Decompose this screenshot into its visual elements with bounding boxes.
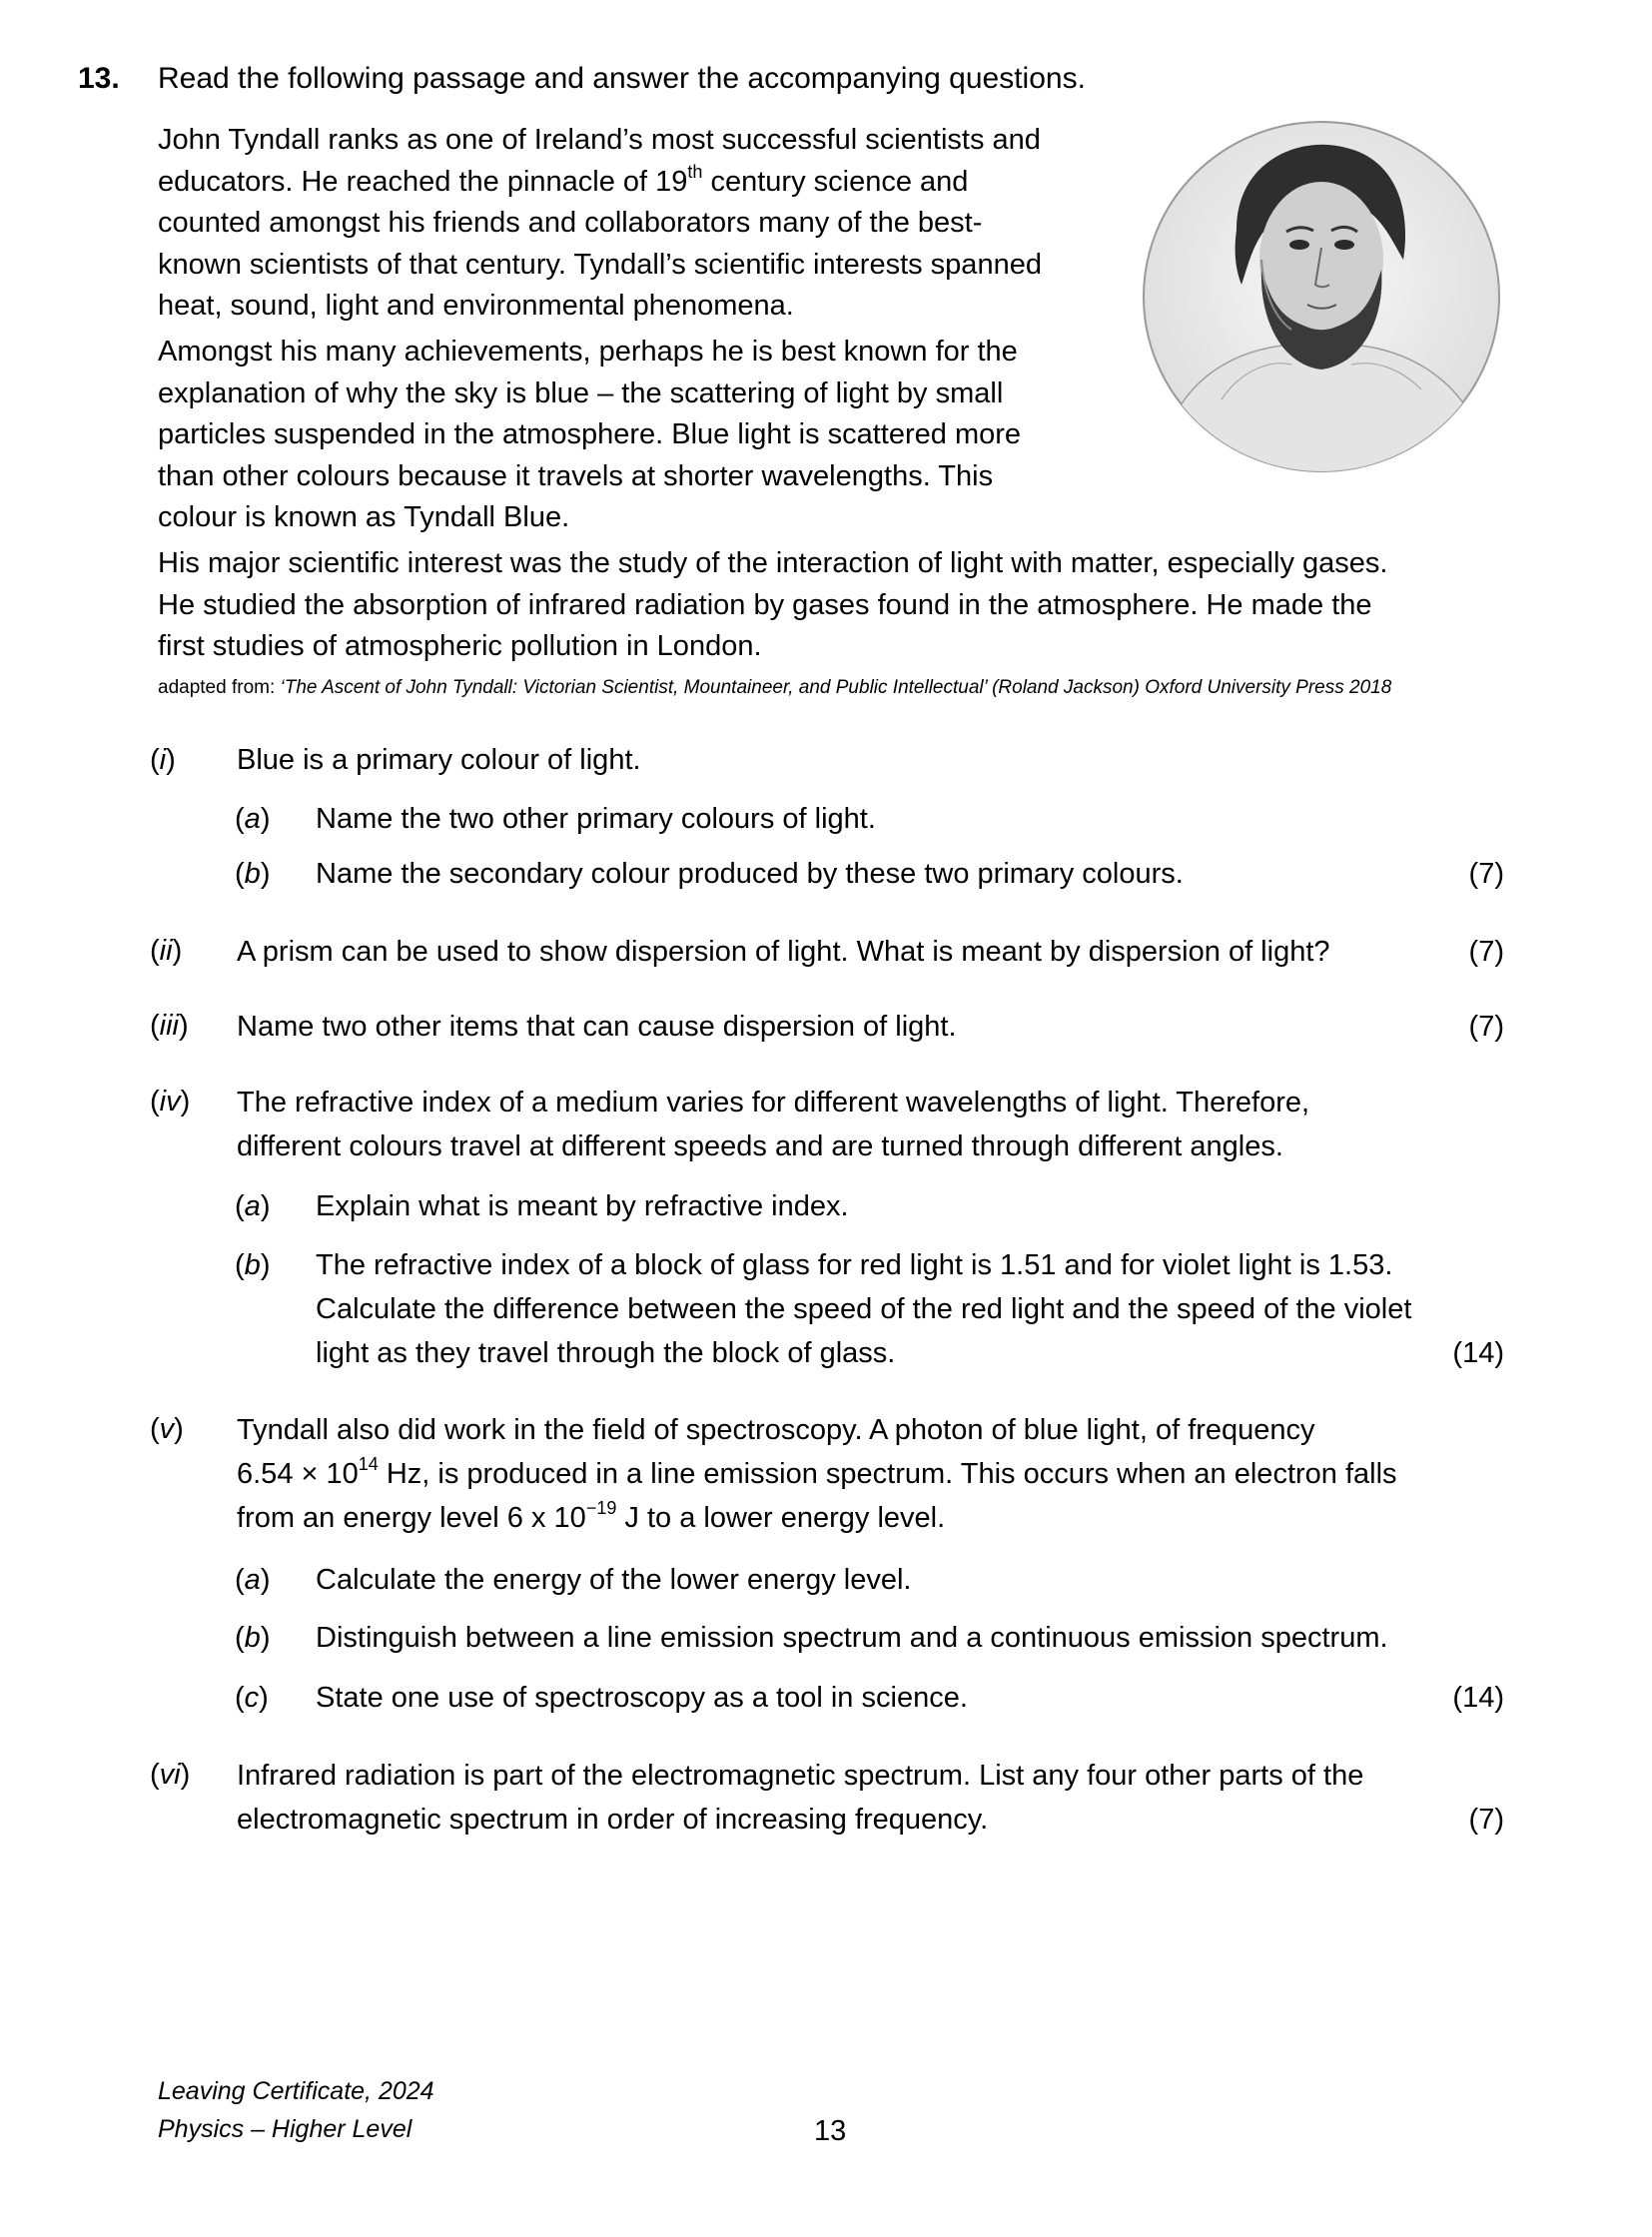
- part-v-a-text: Calculate the energy of the lower energy level.: [316, 1564, 912, 1596]
- part-ii-text: A prism can be used to show dispersion of light. What is meant by dispersion of light?: [237, 936, 1330, 968]
- marks-v: (14): [1452, 1682, 1504, 1714]
- passage-line: His major scientific interest was the study of the interaction of light with matter, especially gases.: [158, 547, 1388, 579]
- part-v-c-text: State one use of spectroscopy as a tool in science.: [316, 1682, 968, 1714]
- sub-label-b: (b): [235, 858, 271, 890]
- sub-label-a: (a): [235, 1564, 271, 1596]
- part-i-b-text: Name the secondary colour produced by these two primary colours.: [316, 858, 1184, 890]
- sub-label-b: (b): [235, 1622, 271, 1654]
- passage-line: John Tyndall ranks as one of Ireland’s most successful scientists and: [158, 124, 1041, 156]
- passage-line: heat, sound, light and environmental phenomena.: [158, 290, 794, 322]
- sub-label-a: (a): [235, 803, 271, 835]
- part-v-text: Tyndall also did work in the field of spectroscopy. A photon of blue light, of frequency $6.54 \times 10^{14}$ Hz, is produced in a line emission spectrum. This occurs when an electron falls from an energy level 6 x $10^{-19}$ J to a lower energy level.: [237, 1414, 1397, 1534]
- passage-line: He studied the absorption of infrared radiation by gases found in the atmosphere. He made the: [158, 588, 1372, 621]
- passage-line: explanation of why the sky is blue – the scattering of light by small: [158, 376, 1004, 409]
- part-label-iv: (iv): [150, 1086, 191, 1118]
- passage-line: Amongst his many achievements, perhaps he is best known for the: [158, 336, 1018, 368]
- part-v-b-text: Distinguish between a line emission spectrum and a continuous emission spectrum.: [316, 1622, 1388, 1654]
- passage-line: than other colours because it travels at shorter wavelengths. This: [158, 459, 994, 492]
- part-iv-b-text: The refractive index of a block of glass for red light is 1.51 and for violet light is 1.53. Calculate the difference between the speed of the red light and the speed of the violet light as they travel through the block of glass.: [316, 1249, 1412, 1369]
- marks-ii: (7): [1468, 936, 1504, 968]
- portrait-image: [1142, 120, 1501, 474]
- part-label-vi: (vi): [150, 1759, 191, 1791]
- sub-label-b: (b): [235, 1249, 271, 1281]
- passage-line: educators. He reached the pinnacle of 19th century science and: [158, 161, 969, 198]
- part-label-ii: (ii): [150, 935, 183, 967]
- marks-iii: (7): [1468, 1011, 1504, 1043]
- passage-source: adapted from: ‘The Ascent of John Tyndall: Victorian Scientist, Mountaineer, and Public Intellectual’ (Roland Jackson) Oxford University Press 2018: [158, 677, 1392, 698]
- marks-vi: (7): [1468, 1804, 1504, 1836]
- part-label-v: (v): [150, 1413, 184, 1445]
- part-iii-text: Name two other items that can cause dispersion of light.: [237, 1011, 957, 1043]
- passage-paragraph-1: [158, 120, 1122, 328]
- passage-line: particles suspended in the atmosphere. Blue light is scattered more: [158, 418, 1022, 450]
- question-number: 13.: [78, 62, 120, 95]
- part-label-iii: (iii): [150, 1010, 189, 1042]
- part-iv-a-text: Explain what is meant by refractive index.: [316, 1190, 849, 1222]
- footer-exam-name: Leaving Certificate, 2024: [158, 2077, 434, 2105]
- part-i-a-text: Name the two other primary colours of light.: [316, 803, 876, 835]
- passage-line: counted amongst his friends and collaborators many of the best-: [158, 207, 983, 239]
- question-intro: Read the following passage and answer the accompanying questions.: [158, 62, 1086, 95]
- part-label-i: (i): [150, 744, 176, 776]
- footer-subject: Physics – Higher Level: [158, 2115, 413, 2143]
- passage-paragraph-3: [158, 543, 1506, 668]
- passage-line: first studies of atmospheric pollution in London.: [158, 630, 762, 662]
- marks-iv: (14): [1452, 1337, 1504, 1369]
- part-vi-text: Infrared radiation is part of the electromagnetic spectrum. List any four other parts of the electromagnetic spectrum in order of increasing frequency.: [237, 1760, 1364, 1836]
- sub-label-c: (c): [235, 1682, 269, 1714]
- page-number: 13: [814, 2115, 847, 2147]
- sub-label-a: (a): [235, 1190, 271, 1222]
- passage-line: colour is known as Tyndall Blue.: [158, 501, 570, 533]
- part-iv-text: The refractive index of a medium varies for different wavelengths of light. Therefore, different colours travel at different speeds and are turned through different angles.: [237, 1087, 1310, 1162]
- passage-line: known scientists of that century. Tyndall’s scientific interests spanned: [158, 248, 1042, 281]
- part-i-text: Blue is a primary colour of light.: [237, 744, 641, 776]
- marks-i: (7): [1468, 858, 1504, 890]
- passage-paragraph-2: [158, 332, 1122, 539]
